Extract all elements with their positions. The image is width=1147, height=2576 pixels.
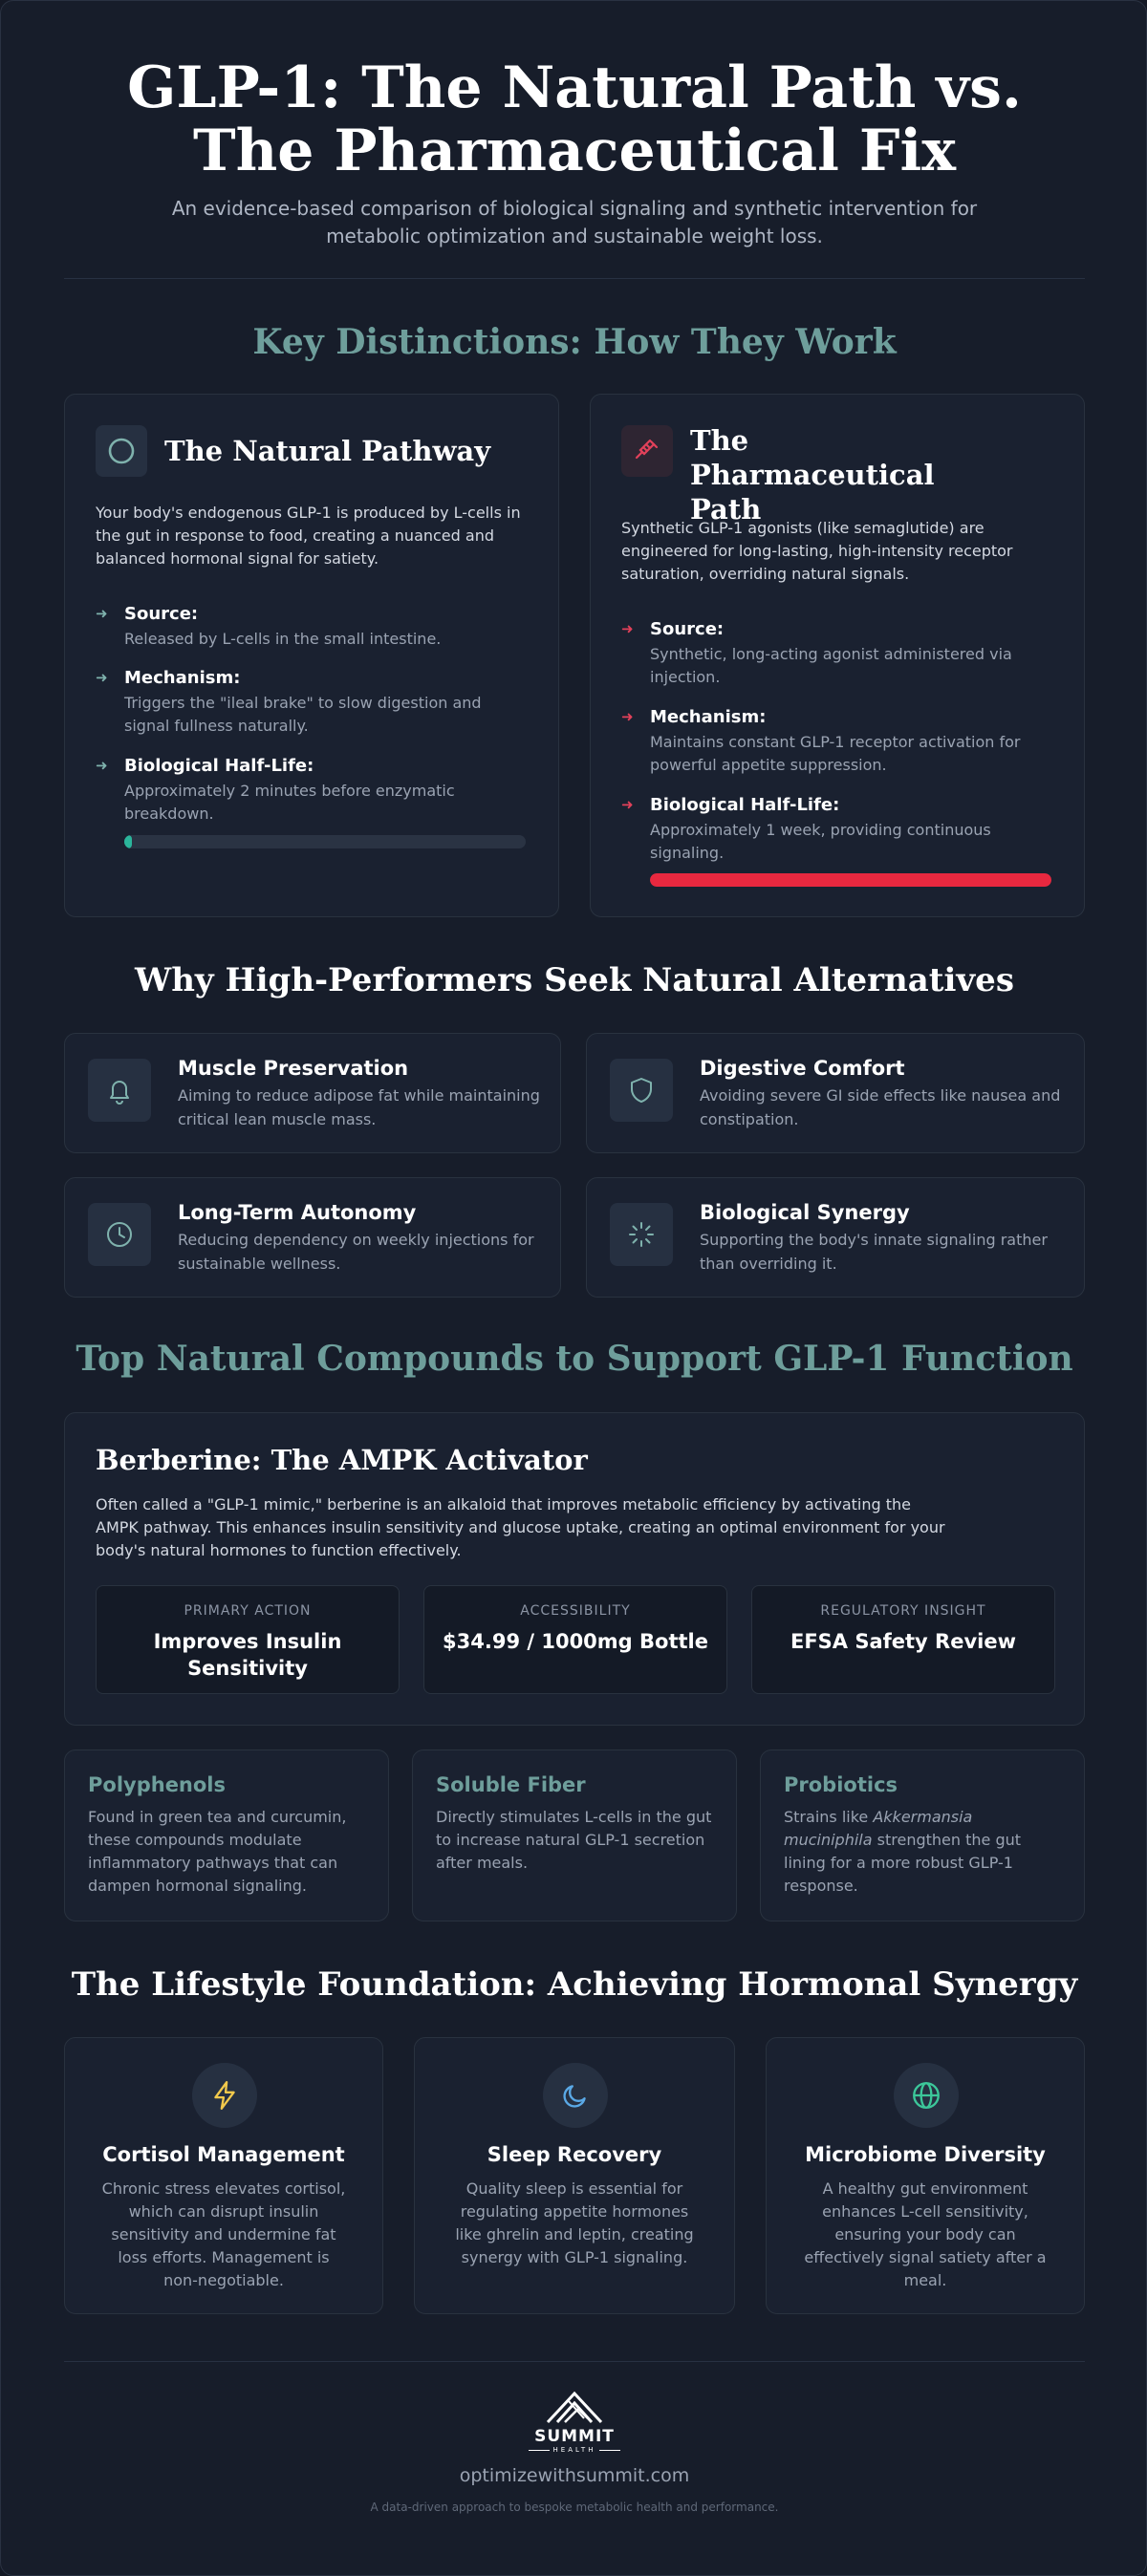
pharmaceutical-path-card bbox=[590, 394, 1085, 917]
benefit-card-digestive-comfort: Digestive Comfort Avoiding severe GI side effects like nausea and constipation. bbox=[586, 1033, 1085, 1153]
benefit-card-muscle-preservation: Muscle Preservation Aiming to reduce adipose fat while maintaining critical lean muscle mass. bbox=[64, 1033, 561, 1153]
shield-icon bbox=[610, 1059, 673, 1122]
compound-card-soluble-fiber: Soluble Fiber Directly stimulates L-cells in the gut to increase natural GLP-1 secretion after meals. bbox=[412, 1750, 737, 1921]
natural-half-life-bar bbox=[124, 835, 526, 848]
compounds-heading: Top Natural Compounds to Support GLP-1 Function bbox=[76, 1339, 1073, 1379]
pharma-feature-source: ➜ Source: Synthetic, long-acting agonist administered via injection. bbox=[621, 619, 1012, 686]
compound-card-probiotics: Probiotics Strains like Akkermansia muciniphila strengthen the gut lining for a more robust GLP-1 response. bbox=[760, 1750, 1085, 1921]
bell-icon bbox=[88, 1059, 151, 1122]
natural-pathway-title: The Natural Pathway bbox=[164, 435, 491, 467]
natural-feature-source: ➜ Source: Released by L-cells in the small intestine. bbox=[96, 604, 442, 648]
logo-subtext: HEALTH bbox=[552, 2446, 596, 2454]
arrow-right-icon: ➜ bbox=[621, 620, 634, 637]
stat-accessibility: ACCESSIBILITY $34.99 / 1000mg Bottle bbox=[423, 1585, 727, 1694]
mountain-icon bbox=[527, 2390, 622, 2424]
globe-icon bbox=[894, 2063, 959, 2128]
circle-icon bbox=[96, 425, 147, 477]
clock-icon bbox=[88, 1203, 151, 1266]
moon-icon bbox=[543, 2063, 608, 2128]
syringe-icon bbox=[621, 425, 673, 477]
stat-regulatory-insight: REGULATORY INSIGHT EFSA Safety Review bbox=[751, 1585, 1055, 1694]
pharma-half-life-bar bbox=[650, 873, 1051, 887]
berberine-title: Berberine: The AMPK Activator bbox=[96, 1444, 588, 1476]
pharmaceutical-path-description: Synthetic GLP-1 agonists (like semaglutide) are engineered for long-lasting, high-intensity receptor saturation, overriding natural signals. bbox=[621, 519, 1013, 583]
pharmaceutical-path-title: The Pharmaceutical Path bbox=[690, 424, 935, 526]
arrow-right-icon: ➜ bbox=[96, 605, 108, 622]
sparkle-icon bbox=[610, 1203, 673, 1266]
berberine-description: Often called a "GLP-1 mimic," berberine is an alkaloid that improves metabolic efficiency by activating the AMPK pathway. This enhances insulin sensitivity and glucose uptake, creating an optimal environment for your body's natural hormones to function effectively. bbox=[96, 1495, 945, 1559]
page-subtitle: An evidence-based comparison of biological signaling and synthetic intervention for metabolic optimization and sustainable weight loss. bbox=[171, 197, 978, 247]
distinctions-heading: Key Distinctions: How They Work bbox=[252, 322, 897, 362]
summit-health-logo bbox=[527, 2390, 622, 2454]
natural-feature-mechanism: ➜ Mechanism: Triggers the "ileal brake" to slow digestion and signal fullness naturally. bbox=[96, 668, 482, 735]
pharma-feature-mechanism: ➜ Mechanism: Maintains constant GLP-1 receptor activation for powerful appetite suppression. bbox=[621, 707, 1021, 774]
benefit-card-biological-synergy: Biological Synergy Supporting the body's innate signaling rather than overriding it. bbox=[586, 1177, 1085, 1298]
natural-pathway-description: Your body's endogenous GLP-1 is produced by L-cells in the gut in response to food, creating a nuanced and balanced hormonal signal for satiety. bbox=[96, 504, 521, 568]
page-title: GLP-1: The Natural Path vs. The Pharmaceutical Fix bbox=[127, 54, 1022, 184]
arrow-right-icon: ➜ bbox=[621, 796, 634, 813]
compound-card-polyphenols: Polyphenols Found in green tea and curcumin, these compounds modulate inflammatory pathways that can dampen hormonal signaling. bbox=[64, 1750, 389, 1921]
pharma-feature-half-life: ➜ Biological Half-Life: Approximately 1 week, providing continuous signaling. bbox=[621, 795, 991, 862]
lifestyle-card-microbiome: Microbiome Diversity A healthy gut environment enhances L-cell sensitivity, ensuring your body can effectively signal satiety after a meal. bbox=[766, 2037, 1085, 2314]
pharma-half-life-fill bbox=[650, 873, 1051, 887]
arrow-right-icon: ➜ bbox=[96, 669, 108, 686]
natural-feature-half-life: ➜ Biological Half-Life: Approximately 2 minutes before enzymatic breakdown. bbox=[96, 756, 455, 823]
arrow-right-icon: ➜ bbox=[96, 757, 108, 774]
lightning-icon bbox=[192, 2063, 257, 2128]
stat-primary-action: PRIMARY ACTION Improves Insulin Sensitivity bbox=[96, 1585, 400, 1694]
divider bbox=[64, 278, 1085, 279]
natural-half-life-fill bbox=[124, 835, 132, 848]
benefit-card-long-term-autonomy: Long-Term Autonomy Reducing dependency on weekly injections for sustainable wellness. bbox=[64, 1177, 561, 1298]
berberine-card bbox=[64, 1412, 1085, 1726]
alternatives-heading: Why High-Performers Seek Natural Alternatives bbox=[135, 961, 1014, 999]
arrow-right-icon: ➜ bbox=[621, 708, 634, 725]
lifestyle-card-sleep: Sleep Recovery Quality sleep is essential for regulating appetite hormones like ghrelin and leptin, creating synergy with GLP-1 signaling. bbox=[414, 2037, 735, 2314]
lifestyle-card-cortisol: Cortisol Management Chronic stress elevates cortisol, which can disrupt insulin sensitivity and undermine fat loss efforts. Management is non-negotiable. bbox=[64, 2037, 383, 2314]
logo-wordmark: SUMMIT bbox=[534, 2427, 615, 2446]
footer-note: A data-driven approach to bespoke metabolic health and performance. bbox=[370, 2501, 779, 2514]
footer-url[interactable]: optimizewithsummit.com bbox=[459, 2465, 690, 2486]
divider bbox=[64, 2361, 1085, 2362]
lifestyle-heading: The Lifestyle Foundation: Achieving Hormonal Synergy bbox=[71, 1965, 1078, 2004]
natural-pathway-card bbox=[64, 394, 559, 917]
